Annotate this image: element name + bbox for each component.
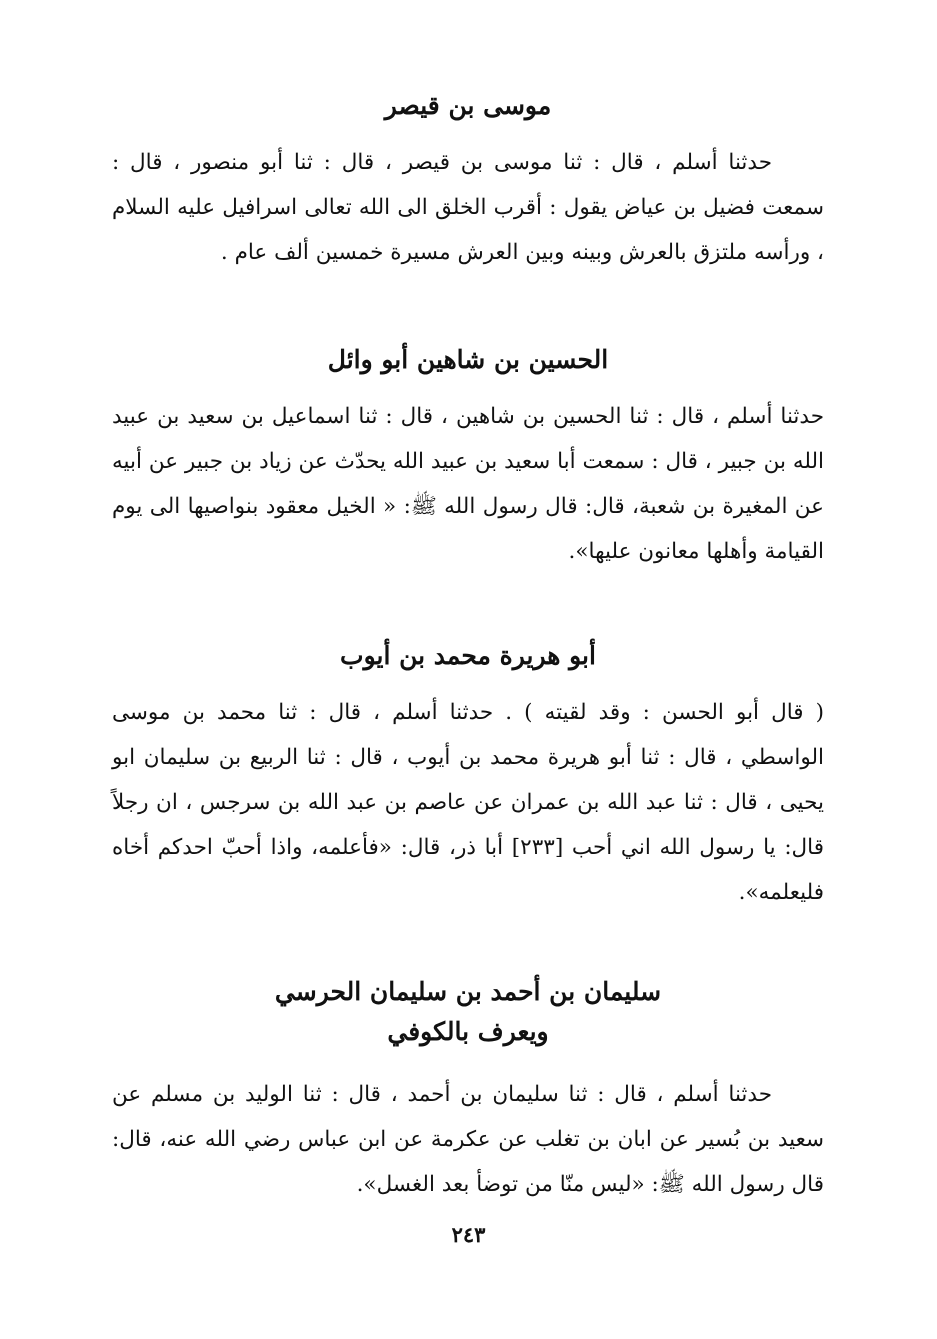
section-paragraph: حدثنا أسلم ، قال : ثنا موسى بن قيصر ، قال : ثنا أبو منصور ، قال : سمعت فضيل بن عياض يقول : أقرب الخلق الى الله تعالى اسرافيل عليه السلام ، ورأسه ملتزق بالعرش وبينه وبين العرش مسيرة خمسين ألف عام . — [112, 150, 824, 265]
page-number: ٢٤٣ — [451, 1222, 486, 1247]
section-heading: سليمان بن أحمد بن سليمان الحرسي — [274, 977, 662, 1006]
section-musa-bin-qaysar — [112, 86, 824, 275]
section-paragraph: ( قال أبو الحسن : وقد لقيته ) . حدثنا أسلم ، قال : ثنا محمد بن موسى الواسطي ، قال : ثنا أبو هريرة محمد بن أيوب ، قال : ثنا الربيع بن سليمان ابو يحيى ، قال : ثنا عبد الله بن عمران عن عاصم بن عبد الله بن سرجس ، ان رجلاً قال: يا رسول الله اني أحب [٢٣٣] أبا ذر، قال: «فأعلمه، واذا أحبّ احدكم أخاه فليعلمه». — [112, 700, 825, 905]
section-sulayman-bin-ahmad — [112, 972, 824, 1207]
section-abu-hurayra-muhammad-bin-ayyub — [112, 636, 824, 915]
section-paragraph: حدثنا أسلم ، قال : ثنا سليمان بن أحمد ، قال : ثنا الوليد بن مسلم عن سعيد بن بُسير عن ابان بن تغلب عن عكرمة عن ابن عباس رضي الله عنه، قال: قال رسول الله ﷺ: «ليس منّا من توضأ بعد الغسل». — [112, 1082, 824, 1197]
section-paragraph: حدثنا أسلم ، قال : ثنا الحسين بن شاهين ، قال : ثنا اسماعيل بن سعيد بن عبيد الله بن جبير ، قال : سمعت أبا سعيد بن عبيد الله يحدّث عن زياد بن جبير عن أبيه عن المغيرة بن شعبة، قال: قال رسول الله ﷺ: « الخيل معقود بنواصيها الى يوم القيامة وأهلها معانون عليها». — [112, 404, 824, 564]
section-heading: موسى بن قيصر — [384, 91, 552, 120]
section-subheading: ويعرف بالكوفي — [387, 1017, 549, 1046]
section-heading: أبو هريرة محمد بن أيوب — [340, 641, 596, 670]
section-al-husayn-bin-shahin — [112, 340, 824, 574]
section-heading: الحسين بن شاهين أبو وائل — [327, 345, 609, 374]
